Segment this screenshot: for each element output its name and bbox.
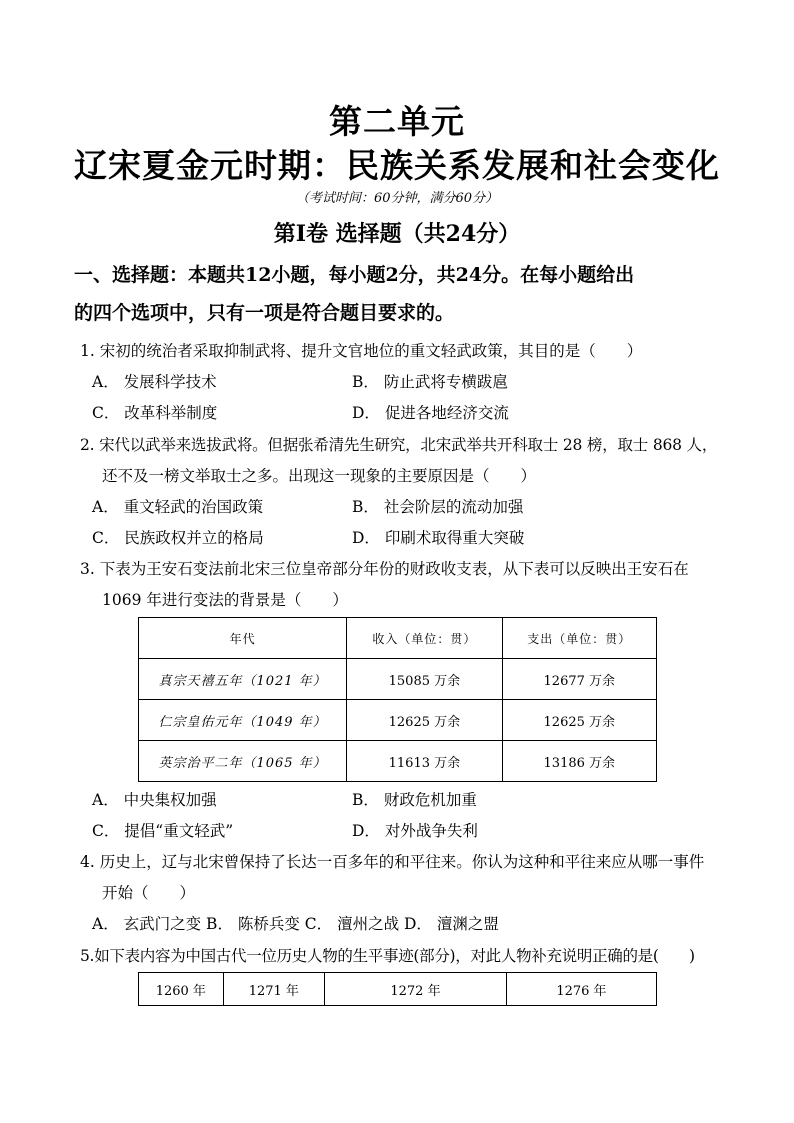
question-2-option-c[interactable]: C． 民族政权并立的格局 [92,529,264,547]
table-header-era: 年代 [139,618,347,659]
question-2-option-a[interactable]: A． 重文轻武的治国政策 [92,498,264,516]
question-3-option-b[interactable]: B． 财政危机加重 [352,791,477,809]
question-1-option-a[interactable]: A． 发展科学技术 [92,373,217,391]
question-3-option-d[interactable]: D． 对外战争失利 [352,822,478,840]
question-2-stem-line1: 2. 宋代以武举来选拔武将。但据张希清先生研究，北宋武举共开科取士 28 榜，取士 868 人， [80,436,718,454]
question-3-option-a[interactable]: A． 中央集权加强 [92,791,217,809]
exam-info: （考试时间：60分钟，满分60分） [295,191,499,206]
table-header-income: 收入（单位：贯） [347,618,502,659]
timeline-table [138,972,657,1006]
table-row [139,741,657,782]
table-cell-era: 仁宗皇佑元年（1049 年） [139,700,347,741]
table-cell-era: 真宗天禧五年（1021 年） [139,659,347,700]
page-title: 辽宋夏金元时期：民族关系发展和社会变化 [74,146,720,185]
table-cell-expense: 12625 万余 [502,700,656,741]
question-2-stem-line2: 还不及一榜文举取士之多。出现这一现象的主要原因是（ ） [102,467,537,485]
finance-table [138,617,657,782]
table-cell-income: 11613 万余 [347,741,502,782]
question-3-stem-line2: 1069 年进行变法的背景是（ ） [102,591,348,609]
question-1-stem: 1. 宋初的统治者采取抑制武将、提升文官地位的重文轻武政策，其目的是（ ） [80,342,643,360]
question-3-option-c[interactable]: C． 提倡“重文轻武” [92,822,234,840]
year-cell: 1260 年 [139,973,224,1006]
table-row [139,973,657,1006]
question-4-stem-line1: 4. 历史上，辽与北宋曾保持了长达一百多年的和平往来。你认为这种和平往来应从哪一事件 [80,853,705,871]
section-title: 第I卷 选择题（共24分） [273,221,521,247]
table-cell-expense: 12677 万余 [502,659,656,700]
question-2-option-d[interactable]: D． 印刷术取得重大突破 [352,529,525,547]
table-cell-income: 12625 万余 [347,700,502,741]
unit-title: 第二单元 [329,102,465,141]
table-cell-expense: 13186 万余 [502,741,656,782]
question-2-option-b[interactable]: B． 社会阶层的流动加强 [352,498,524,516]
question-3-stem-line1: 3. 下表为王安石变法前北宋三位皇帝部分年份的财政收支表，从下表可以反映出王安石在 [80,560,689,578]
table-row [139,700,657,741]
table-header-expense: 支出（单位：贯） [502,618,656,659]
year-cell: 1272 年 [325,973,507,1006]
question-1-option-b[interactable]: B． 防止武将专横跋扈 [352,373,508,391]
question-1-option-c[interactable]: C． 改革科举制度 [92,404,218,422]
question-4-stem-line2: 开始（ ） [102,884,196,902]
table-row [139,659,657,700]
table-header-row [139,618,657,659]
part-heading-line2: 的四个选项中，只有一项是符合题目要求的。 [74,302,455,324]
table-cell-income: 15085 万余 [347,659,502,700]
question-4-options[interactable]: A． 玄武门之变 B． 陈桥兵变 C． 澶州之战 D． 澶渊之盟 [92,915,499,933]
part-heading-line1: 一、选择题：本题共12小题，每小题2分，共24分。在每小题给出 [74,264,635,286]
question-1-option-d[interactable]: D． 促进各地经济交流 [352,404,509,422]
year-cell: 1271 年 [223,973,324,1006]
year-cell: 1276 年 [506,973,656,1006]
question-5-stem: 5.如下表内容为中国古代一位历史人物的生平事迹(部分)，对此人物补充说明正确的是( ) [80,947,695,965]
table-cell-era: 英宗治平二年（1065 年） [139,741,347,782]
